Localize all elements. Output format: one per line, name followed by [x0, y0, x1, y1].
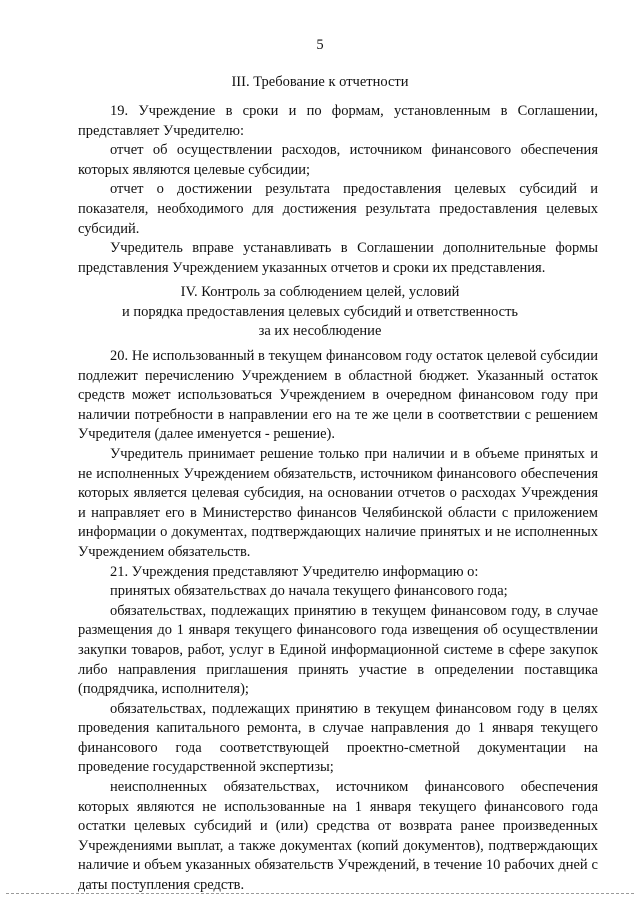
section-4-heading-line: IV. Контроль за соблюдением целей, условий — [180, 284, 460, 300]
section-3-body — [78, 102, 598, 278]
section-4-heading — [0, 283, 640, 342]
section-3-heading: III. Требование к отчетности — [231, 74, 409, 90]
paragraph-report-expenses: отчет об осуществлении расходов, источником финансового обеспечения которых являются целевые субсидии; — [78, 142, 598, 178]
page-number: 5 — [316, 37, 324, 53]
paragraph-19: 19. Учреждение в сроки и по формам, установленным в Соглашении, представляет Учредителю: — [78, 103, 598, 139]
paragraph-21: 21. Учреждения представляют Учредителю информацию о: — [110, 563, 479, 580]
paragraph-unfulfilled-obligations: неисполненных обязательствах, источником финансового обеспечения которых являются не использованные на 1 января текущего финансового года остатки целевых субсидий и (или) средства от возврата ранее произведенных Учреждениями выплат, а также документах (копий документов), подтверждающих наличие и объем указанных обязательств Учреждений, в течение 10 рабочих дней с даты поступления средств. — [78, 779, 598, 894]
paragraph-report-results: отчет о достижении результата предоставления целевых субсидий и показателя, необходимого для достижения результата предоставления целевых субсидий. — [78, 181, 598, 237]
paragraph-accepted-obligations: принятых обязательствах до начала текущего финансового года; — [110, 583, 508, 600]
section-4-heading-line: за их несоблюдение — [258, 323, 382, 340]
paragraph-obligations-repair: обязательствах, подлежащих принятию в текущем финансовом году в целях проведения капитального ремонта, в случае направления до 1 января текущего финансового года соответствующей проектно-сметной документации на проведение государственной экспертизы; — [78, 700, 598, 776]
paragraph-obligations-procurement: обязательствах, подлежащих принятию в текущем финансовом году, в случае размещения до 1 января текущего финансового года извещения об осуществлении закупки товаров, работ, услуг в Единой информационной системе в сфере закупок либо направления приглашения принять участие в определении поставщика (подрядчика, исполнителя); — [78, 602, 598, 698]
paragraph-founder-decision: Учредитель принимает решение только при наличии и в объеме принятых и не исполненных Учреждением обязательств, источником финансового обеспечения которых является целевая субсидия, на основании отчетов о расходах Учреждения и направляет его в Министерство финансов Челябинской области с приложением информации о документах, подтверждающих наличие принятых и не исполненных Учреждением обязательств. — [78, 445, 598, 560]
paragraph-additional-forms: Учредитель вправе устанавливать в Соглашении дополнительные формы представления Учреждением указанных отчетов и сроки их представления. — [78, 240, 598, 276]
section-4-heading-line: и порядка предоставления целевых субсидий и ответственность — [121, 303, 519, 320]
paragraph-20: 20. Не использованный в текущем финансовом году остаток целевой субсидии подлежит перечислению Учреждением в областной бюджет. Указанный остаток средств может использоваться Учреждением в очередном финансовом году при наличии потребности в направлении его на те же цели в соответствии с решением Учредителя (далее именуется - решение). — [78, 348, 598, 443]
page-bottom-divider — [6, 893, 634, 894]
section-4-body — [78, 347, 598, 896]
